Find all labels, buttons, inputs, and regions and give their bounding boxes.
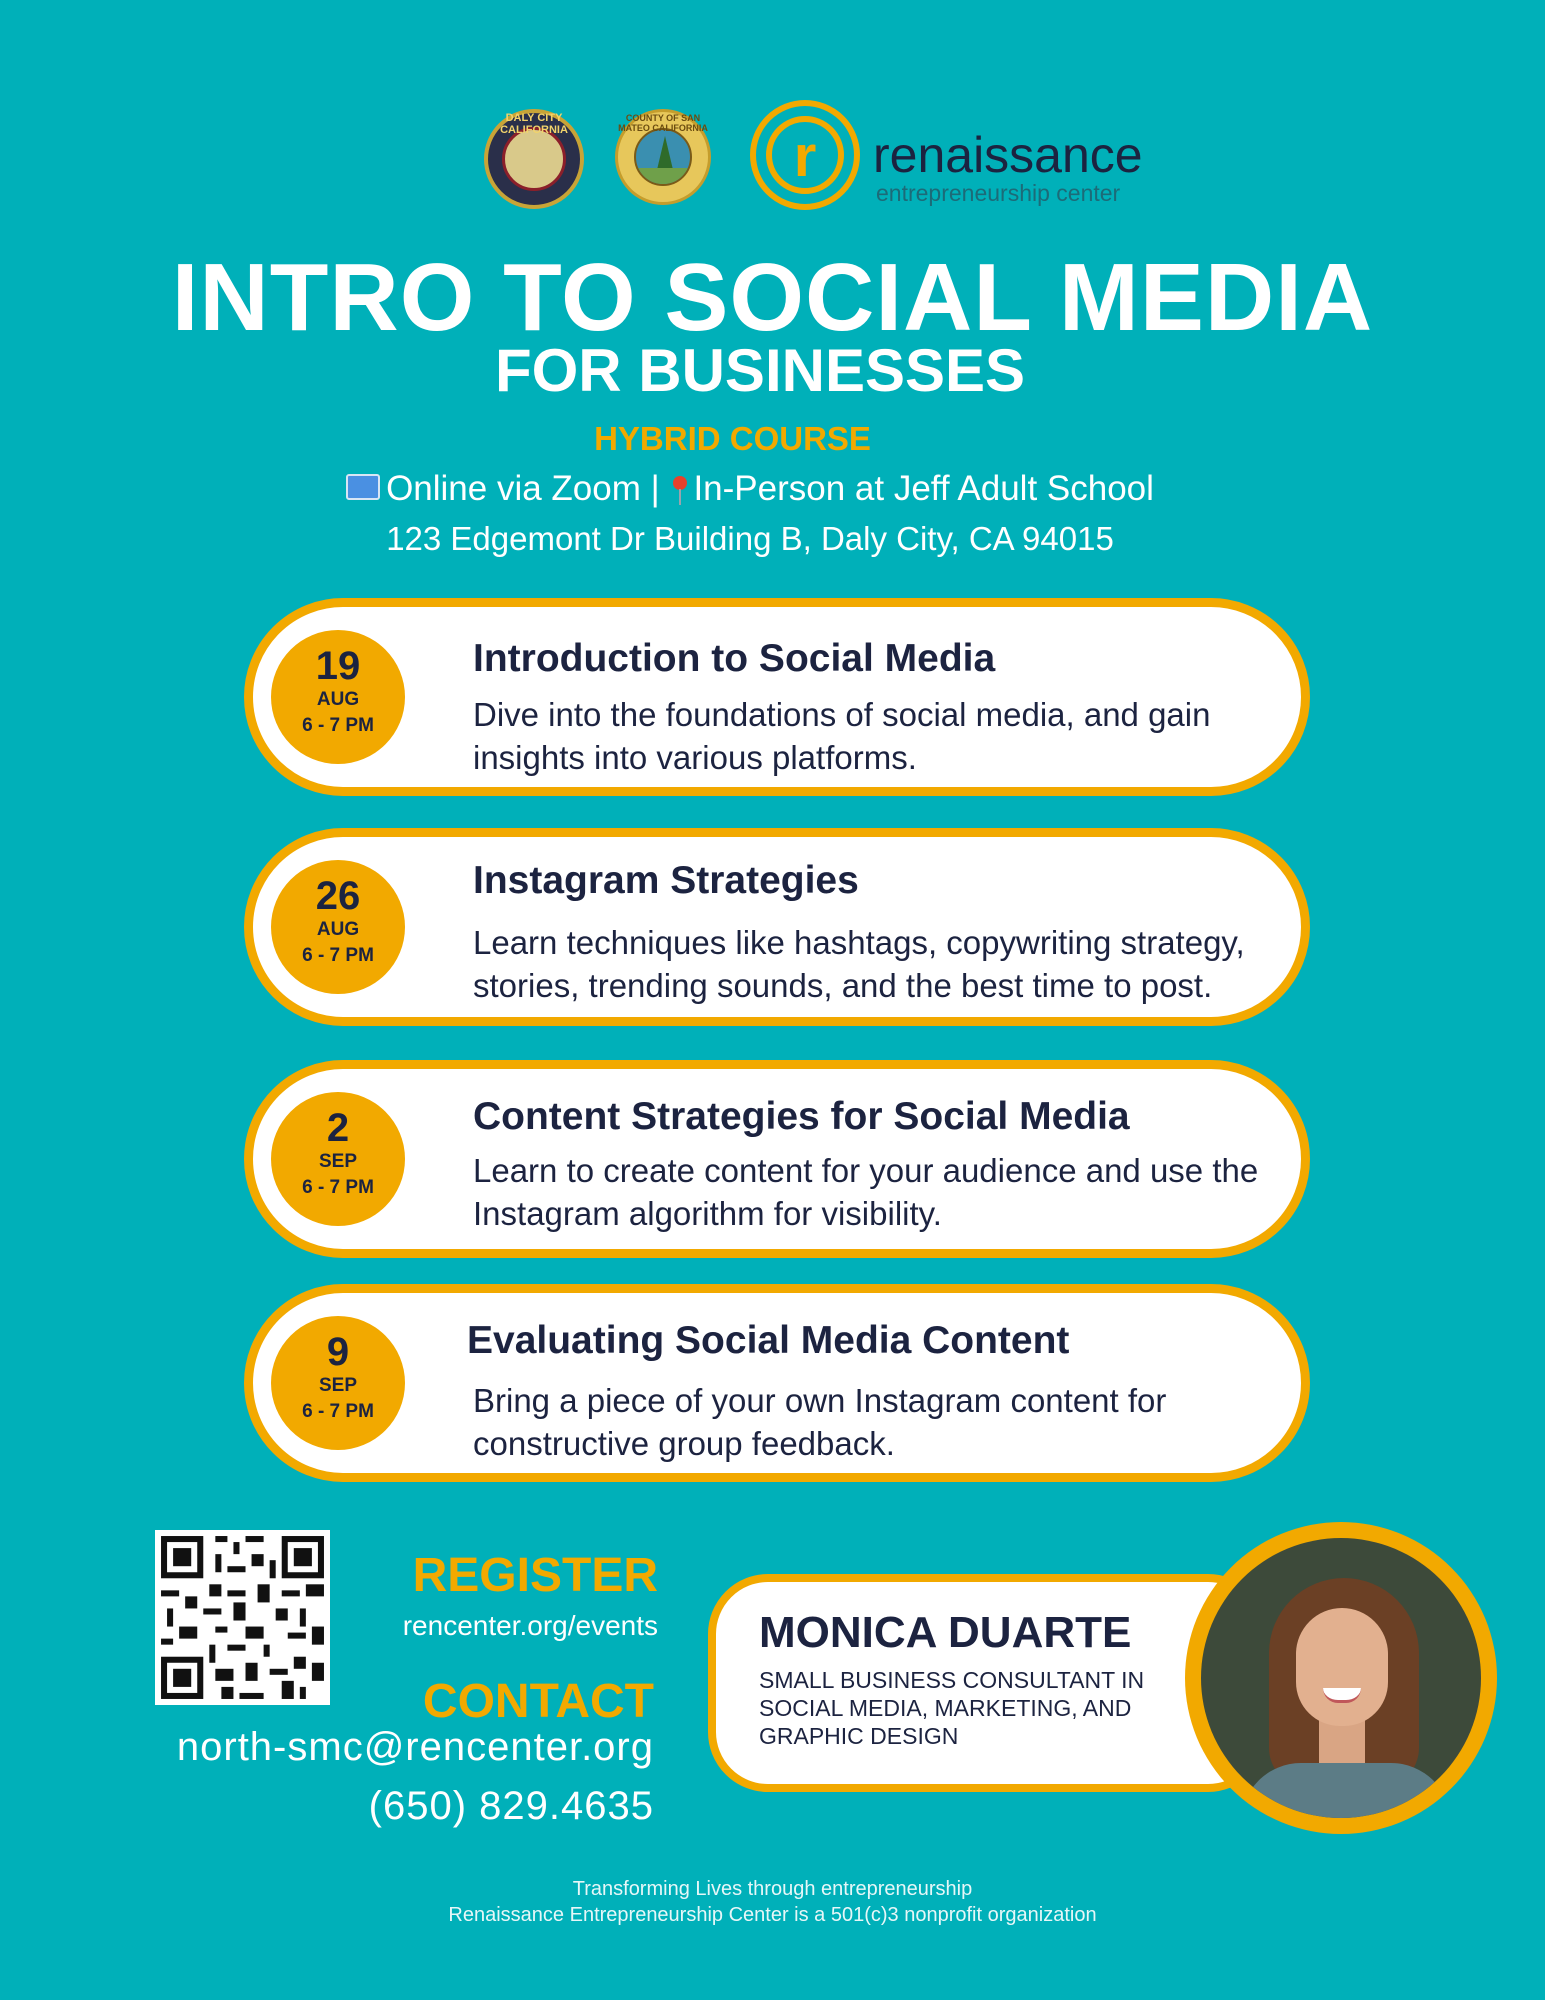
footer-tagline: Transforming Lives through entrepreneurship (572, 1878, 973, 1900)
register-link[interactable]: rencenter.org/events (402, 1610, 658, 1641)
session-card (244, 598, 1310, 796)
course-type: HYBRID COURSE (594, 420, 871, 457)
date-badge (271, 860, 405, 994)
renaissance-logo-inner-ring (766, 116, 844, 194)
session-day: 2 (326, 1106, 350, 1150)
qr-code-icon[interactable] (155, 1530, 330, 1705)
speaker-photo (1185, 1522, 1497, 1834)
contact-email[interactable]: north-smc@rencenter.org (176, 1725, 654, 1769)
portrait-clothing (1241, 1763, 1451, 1818)
pin-icon (673, 476, 687, 490)
session-time: 6 - 7 PM (302, 715, 374, 736)
footer-nonprofit: Renaissance Entrepreneurship Center is a 501(c)3 nonprofit organization (448, 1904, 1097, 1926)
speaker-role: SMALL BUSINESS CONSULTANT IN SOCIAL MEDIA, MARKETING, AND GRAPHIC DESIGN (759, 1667, 1145, 1749)
course-modes (0, 469, 1500, 509)
session-description: Learn techniques like hashtags, copywriting strategy, stories, trending sounds, and the best time to post. (473, 924, 1245, 1004)
daly-city-seal-text: DALY CITY CALIFORNIA (500, 112, 568, 136)
renaissance-wordmark: renaissance (873, 127, 1143, 183)
session-title: Introduction to Social Media (473, 637, 996, 680)
speaker-portrait (1201, 1538, 1481, 1818)
date-badge (271, 630, 405, 764)
renaissance-subtitle: entrepreneurship center (876, 180, 1121, 206)
daly-city-seal-emblem (502, 127, 566, 191)
date-badge (271, 1316, 405, 1450)
session-title: Content Strategies for Social Media (473, 1095, 1130, 1138)
san-mateo-seal-emblem (634, 128, 692, 186)
session-time: 6 - 7 PM (302, 1401, 374, 1422)
session-description: Learn to create content for your audience and use the Instagram algorithm for visibility. (473, 1152, 1259, 1232)
register-heading: REGISTER (412, 1549, 658, 1602)
session-description: Dive into the foundations of social media, and gain insights into various platforms. (473, 696, 1211, 776)
date-badge (271, 1092, 405, 1226)
san-mateo-county-seal (615, 109, 711, 205)
renaissance-logo-letter: r (793, 124, 817, 189)
session-day: 9 (326, 1330, 350, 1374)
mode-inperson: In-Person at Jeff Adult School (693, 469, 1154, 508)
session-day: 26 (315, 874, 361, 918)
session-card (244, 1060, 1310, 1258)
page-title: INTRO TO SOCIAL MEDIA (171, 244, 1374, 351)
session-time: 6 - 7 PM (302, 1177, 374, 1198)
speaker-name: MONICA DUARTE (759, 1608, 1132, 1657)
computer-icon (346, 474, 380, 500)
session-card (244, 1284, 1310, 1482)
portrait-face (1296, 1608, 1388, 1726)
daly-city-seal (484, 109, 584, 209)
mode-online: Online via Zoom | (386, 469, 660, 508)
venue-address: 123 Edgemont Dr Building B, Daly City, CA 94015 (386, 520, 1114, 557)
contact-heading: CONTACT (422, 1675, 654, 1728)
session-title: Evaluating Social Media Content (467, 1319, 1070, 1362)
hills-icon (636, 168, 692, 184)
session-description: Bring a piece of your own Instagram content for constructive group feedback. (473, 1382, 1167, 1462)
session-month: SEP (318, 1151, 358, 1172)
session-month: SEP (318, 1375, 358, 1396)
session-time: 6 - 7 PM (302, 945, 374, 966)
session-month: AUG (316, 919, 360, 940)
session-title: Instagram Strategies (473, 859, 859, 902)
session-day: 19 (315, 644, 361, 688)
page-subtitle: FOR BUSINESSES (494, 337, 1026, 404)
session-month: AUG (316, 689, 360, 710)
contact-phone[interactable]: (650) 829.4635 (368, 1784, 654, 1828)
renaissance-logo-mark (750, 100, 860, 210)
san-mateo-seal-text: COUNTY OF SAN MATEO CALIFORNIA (618, 113, 708, 133)
session-card (244, 828, 1310, 1026)
